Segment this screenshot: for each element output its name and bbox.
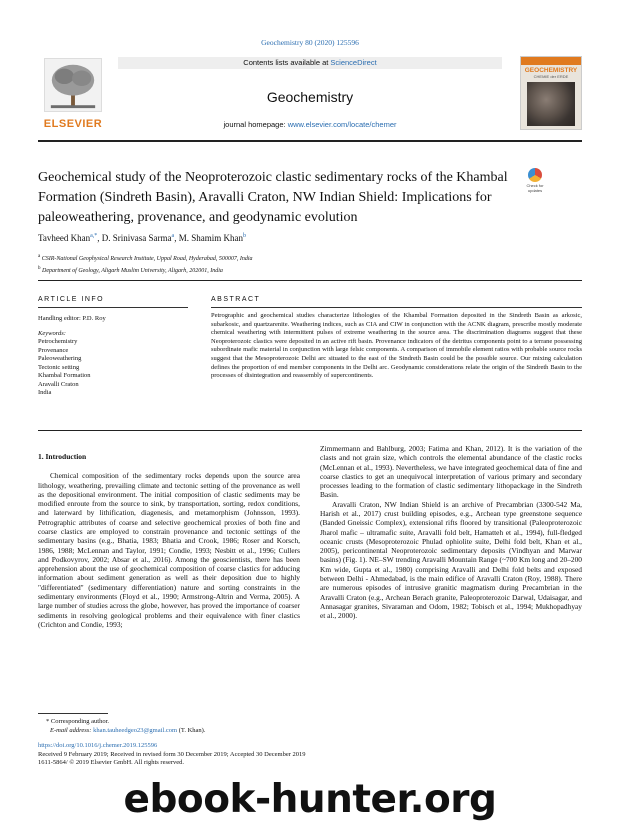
keyword: Paleoweathering [38, 355, 82, 362]
affiliation-divider [38, 280, 582, 281]
article-title: Geochemical study of the Neoproterozoic clastic sedimentary rocks of the Khambal Formation (Sindreth Basin), Aravalli Craton, NW Indian Shield: Implications for paleoweathering, provenance, and geodynamic evolution [38, 170, 508, 225]
sciencedirect-link[interactable]: ScienceDirect [330, 58, 377, 67]
article-info [38, 315, 188, 398]
header-divider [38, 140, 582, 142]
keyword: India [38, 389, 52, 396]
crossmark-icon [528, 168, 542, 182]
section-heading: 1. Introduction [38, 452, 87, 461]
author-affil-mark[interactable]: b [242, 233, 246, 239]
affiliation-mark: a [38, 254, 41, 259]
article-info-rule [38, 307, 188, 308]
email-label: E-mail address: [50, 727, 94, 734]
body-right-column [320, 444, 582, 620]
keyword: Petrochemistry [38, 338, 78, 345]
journal-banner [118, 55, 502, 135]
keyword: Aravalli Craton [38, 380, 79, 388]
author-affil-mark[interactable]: a,* [90, 233, 98, 239]
cover-subtitle: CHEMIE der ERDE [533, 74, 569, 79]
author-list: Tavheed Khan$^{a,*}$, D. Srinivasa Sarma$^a$, M. Shamim Khan$^b$ [38, 233, 246, 243]
abstract-text: Petrographic and geochemical studies characterize lithologies of the Khambal Formation deposited in the Sindreth Basin as arkosic, subarkosic, and quartzarenite. Weathering indices, such as CIA and CIW in conjunction with the ACNK diagram, prescribe mostly moderate chemical weathering with intermittent pulses of extreme weathering in the source area. The discrimination diagrams suggest that these Neoproterozoic clastics were deposited in an active rift basin. Provenance indicators of the detritus components point to a terrane possessing subordinate mafic material in conjunction with large felsic components. A comparison of immobile element ratios with probable source rocks suggest that the Mesoproterozoic Delhi arc situated to the east of the Sindreth Basin could be the possible source. Our mixing calculation defines the proportion of end member components in the Delhi arc. Geodynamic considerations relate the origin of the Sindreth Basin to the processes of disintegration and reassembly of supercontinents. [211, 312, 582, 380]
corresponding-author: * Corresponding author. [46, 718, 110, 725]
received-dates: Received 9 February 2019; Received in revised form 30 December 2019; Accepted 30 December 2019 [38, 750, 306, 758]
body-paragraph: Zimmermann and Bahlburg, 2003; Fatima and Khan, 2012). It is the variation of the clasts and not grain size, which controls the elemental abundance of the clastic rocks (McLennan et al., 1993). Nevertheless, we have integrated geochemical data of fine and coarse clastics to get an unequivocal interpretation of various primary and secondary processes leading to the formation of clastic sedimentary lithopackage in the Sindreth Basin. [320, 444, 582, 500]
affiliation-item [38, 252, 582, 264]
abstract-divider [38, 430, 582, 431]
publisher-name: ELSEVIER [43, 118, 103, 130]
author-name[interactable]: D. Srinivasa Sarma [101, 233, 172, 243]
email-line [38, 726, 582, 735]
abstract-heading: ABSTRACT [211, 296, 261, 303]
affiliation-text: Department of Geology, Aligarh Muslim University, Aligarh, 202001, India [42, 268, 223, 274]
keyword: Provenance [38, 346, 69, 354]
footnote-rule [38, 713, 108, 714]
body-paragraph: Aravalli Craton, NW Indian Shield is an archive of Precambrian (3300-542 Ma, Harish et al., 2017) crust building episodes, e.g., Archean type greenstone sequence (Banded Gneissic Complex), extensional rifts floored by transitional (Paleoproterozoic Jharol mafic – ultramafic suite, Aravalli fold belt, Hamatteh et al., 1994), full-fledged oceanic crusts (Mesoproterozoic Phulad ophiolite suite, Delhi fold belt, Khan et al., 2005), pericontinental Neoproterozoic sedimentary deposits (Vindhyan and Marwar basins) (Fig. 1). NE–SW trending Aravalli Mountain Range (~700 Km long and 20–200 Km wide, Gupta et al., 1980) comprising Aravalli and Delhi fold belts and exposed between Delhi - Ahmedabad, is the main edifice of Aravalli Craton (Roy, 1988). There are numerous episodes of intrusive granitic magmatism during Precambrian in the Aravalli Craton (e.g., Archean Berach granite, Paleoproterozoic Darwal, Udaisagar, and Annasagar granites, Sivaraman and Odom, 1982; Tobisch et al., 1994; Mukhopadhyay et al., 2000). [320, 499, 582, 621]
homepage-link[interactable]: www.elsevier.com/locate/chemer [287, 120, 397, 129]
corresponding-footnote [38, 717, 582, 735]
publication-info [38, 742, 582, 768]
journal-homepage [118, 120, 502, 129]
keyword: Khambal Formation [38, 372, 91, 379]
email-suffix: (T. Khan). [177, 727, 206, 734]
abstract-rule [211, 307, 582, 308]
affiliations [38, 252, 582, 276]
crossmark-label: Check for updates [526, 183, 544, 193]
cover-bar [521, 57, 581, 65]
journal-title: Geochemistry [266, 89, 354, 105]
author-affil-mark[interactable]: a [171, 233, 175, 239]
article-info-heading: ARTICLE INFO [38, 296, 105, 303]
masthead [38, 55, 582, 135]
keywords-label: Keywords: [38, 329, 66, 337]
journal-reference-link[interactable]: Geochemistry 80 (2020) 125596 [261, 38, 359, 47]
affiliation-text: CSIR-National Geophysical Research Institute, Uppal Road, Hyderabad, 500007, India [41, 256, 253, 262]
cover-title: GEOCHEMISTRY [524, 67, 578, 74]
journal-cover-image [520, 56, 582, 130]
email-link[interactable]: khan.tauheedgeo23@gmail.com [93, 727, 178, 734]
copyright-line: 1611-5864/ © 2019 Elsevier GmbH. All rights reserved. [38, 759, 185, 766]
crossmark-badge[interactable] [522, 168, 548, 198]
homepage-prefix: journal homepage: [223, 120, 288, 129]
cover-picture [527, 82, 575, 126]
watermark-text: ebook-hunter.org [123, 777, 497, 822]
body-paragraph: Chemical composition of the sedimentary rocks depends upon the source area lithology, weathering, prevailing climate and tectonic setting of the provenance as well as the depositional environment. The initial composition of clastic sediments may be modified enroute from the source to sink, by transportation, sorting, redox conditions, and laterward by lithification, diagenesis, and metamorphism (Johnsson, 1993). Petrographic attributes of coarse and selective geochemical proxies of both fine and coarse clastics are employed to constrain provenance and tectonic settings of the sedimentary basins (e.g., Bhatia, 1983; Bhatia and Crook, 1986; Roser and Korsch, 1986, 1988; McLennan and Taylor, 1991; Condie, 1993; Nesbitt et al., 1996; Cullers and Podkovyrov, 2002; Absar et al., 2016). Among the geoscientists, there has been apprehension about the use of geochemical composition of coarse clastics for adducing information about sediment generation as well as their deposition due to highly "differentiated" (sedimentary differentiation) nature and sorting constraints in the sedimentary environments (Floyd et al., 1990; Armstrong-Altrin and Verma, 2005). A large number of studies across the globe, however, has proved the importance of coarser sediments in resolving geological problems and their equivalence with finer clastics (Crichton and Condie, 1993; [38, 471, 300, 629]
contents-prefix: Contents lists available at [243, 58, 331, 67]
doi-link[interactable]: https://doi.org/10.1016/j.chemer.2019.125596 [38, 742, 158, 749]
elsevier-tree-icon [44, 58, 102, 112]
author-name[interactable]: M. Shamim Khan [178, 233, 243, 243]
affiliation-mark: b [38, 266, 41, 271]
contents-line [118, 57, 502, 69]
body-left-column [38, 452, 300, 629]
handling-editor: Handling editor: P.D. Roy [38, 315, 106, 322]
affiliation-item [38, 264, 582, 276]
author-name[interactable]: Tavheed Khan [38, 233, 91, 243]
keyword: Tectonic setting [38, 363, 80, 371]
elsevier-logo [38, 58, 108, 134]
